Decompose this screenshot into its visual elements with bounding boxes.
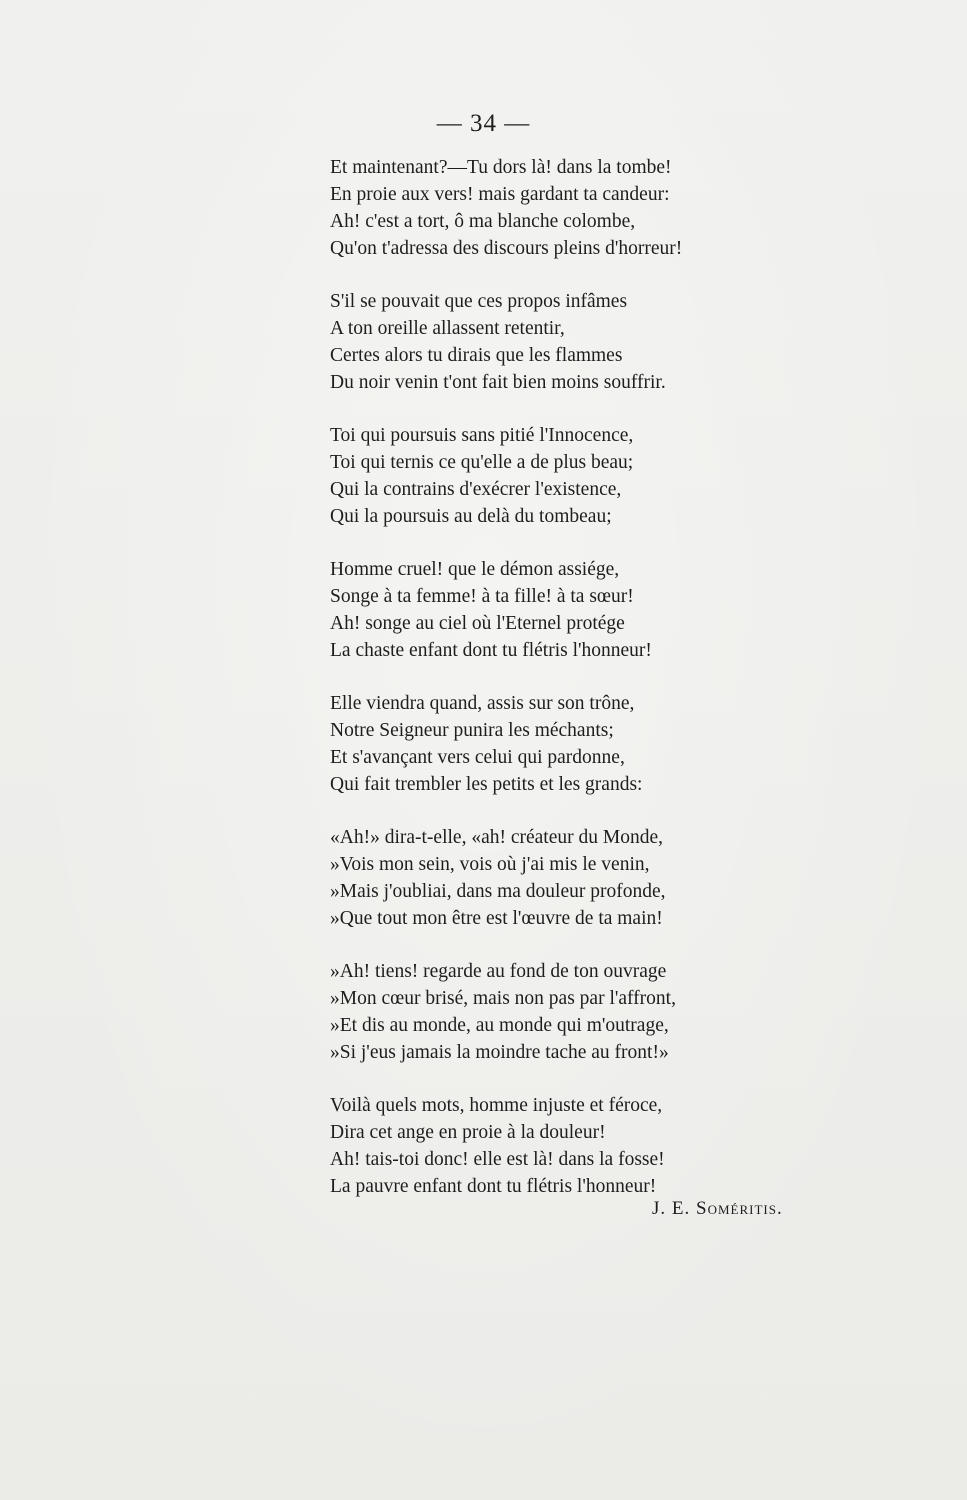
- verse-line: La pauvre enfant dont tu flétris l'honneur!: [330, 1176, 657, 1197]
- verse-line: Qui fait trembler les petits et les grands:: [330, 774, 643, 795]
- stanza: [330, 824, 810, 932]
- verse-line: A ton oreille allassent retentir,: [330, 318, 565, 339]
- stanza: [330, 422, 810, 530]
- verse-line: S'il se pouvait que ces propos infâmes: [330, 291, 628, 312]
- verse-line: »Mon cœur brisé, mais non pas par l'affront,: [330, 988, 676, 1009]
- verse-line: »Vois mon sein, vois où j'ai mis le venin,: [330, 854, 650, 875]
- verse-line: Notre Seigneur punira les méchants;: [330, 720, 614, 741]
- author-signature: [652, 1198, 783, 1220]
- poem: [330, 154, 810, 1226]
- verse-line: Toi qui ternis ce qu'elle a de plus beau;: [330, 452, 634, 473]
- stanza: [330, 288, 810, 396]
- verse-line: Elle viendra quand, assis sur son trône,: [330, 693, 635, 714]
- verse-line: Et s'avançant vers celui qui pardonne,: [330, 747, 625, 768]
- verse-line: «Ah!» dira-t-elle, «ah! créateur du Monde,: [330, 827, 663, 848]
- stanza: [330, 1092, 810, 1200]
- verse-line: »Et dis au monde, au monde qui m'outrage,: [330, 1015, 669, 1036]
- verse-line: Qu'on t'adressa des discours pleins d'horreur!: [330, 238, 683, 259]
- verse-line: »Ah! tiens! regarde au fond de ton ouvrage: [330, 961, 667, 982]
- page-number: — 34 —: [436, 110, 531, 137]
- stanza: [330, 690, 810, 798]
- verse-line: »Mais j'oubliai, dans ma douleur profonde,: [330, 881, 666, 902]
- verse-line: »Que tout mon être est l'œuvre de ta main!: [330, 908, 663, 929]
- stanza: [330, 154, 810, 262]
- verse-line: Dira cet ange en proie à la douleur!: [330, 1122, 606, 1143]
- verse-line: Songe à ta femme! à ta fille! à ta sœur!: [330, 586, 634, 607]
- verse-line: Voilà quels mots, homme injuste et féroce,: [330, 1095, 663, 1116]
- verse-line: Toi qui poursuis sans pitié l'Innocence,: [330, 425, 634, 446]
- verse-line: »Si j'eus jamais la moindre tache au front!»: [330, 1042, 669, 1063]
- verse-line: Ah! c'est a tort, ô ma blanche colombe,: [330, 211, 636, 232]
- author-initials: J. E.: [652, 1198, 691, 1219]
- verse-line: Qui la poursuis au delà du tombeau;: [330, 506, 612, 527]
- verse-line: En proie aux vers! mais gardant ta candeur:: [330, 184, 670, 205]
- verse-line: Homme cruel! que le démon assiége,: [330, 559, 620, 580]
- author-surname: Soméritis.: [696, 1198, 783, 1219]
- stanza: [330, 958, 810, 1066]
- verse-line: Qui la contrains d'exécrer l'existence,: [330, 479, 622, 500]
- verse-line: La chaste enfant dont tu flétris l'honneur!: [330, 640, 652, 661]
- verse-line: Ah! songe au ciel où l'Eternel protége: [330, 613, 625, 634]
- verse-line: Du noir venin t'ont fait bien moins souffrir.: [330, 372, 666, 393]
- verse-line: Et maintenant?—Tu dors là! dans la tombe!: [330, 157, 672, 178]
- verse-line: Ah! tais-toi donc! elle est là! dans la fosse!: [330, 1149, 665, 1170]
- stanza: [330, 556, 810, 664]
- verse-line: Certes alors tu dirais que les flammes: [330, 345, 623, 366]
